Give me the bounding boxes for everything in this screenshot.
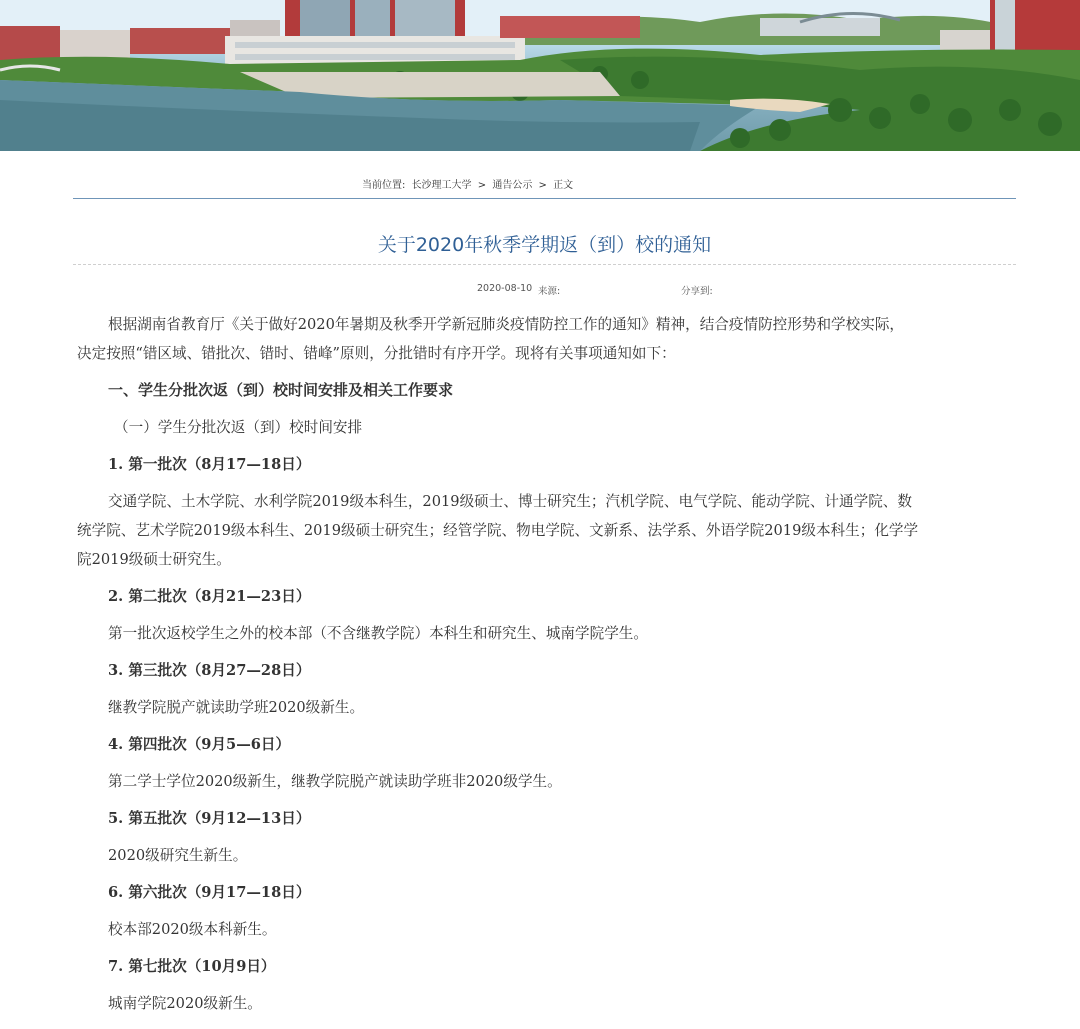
batch-heading: 3. 第三批次（8月27—28日）: [108, 662, 311, 679]
batch-heading: 4. 第四批次（9月5—6日）: [108, 736, 291, 753]
batch-heading: 6. 第六批次（9月17—18日）: [108, 884, 311, 901]
article-date: 2020-08-10: [477, 283, 533, 294]
share-label: 分享到:: [681, 286, 713, 297]
page-title: 关于2020年秋季学期返（到）校的通知: [377, 234, 712, 256]
batch-line: 继教学院脱产就读助学班2020级新生。: [108, 699, 365, 716]
campus-banner: [0, 0, 1080, 151]
breadcrumb-prefix: 当前位置:: [362, 180, 406, 191]
breadcrumb-separator: >: [538, 180, 547, 191]
section-heading: 一、学生分批次返（到）校时间安排及相关工作要求: [108, 381, 454, 399]
batch-line: 2020级研究生新生。: [108, 847, 248, 864]
batch-heading: 2. 第二批次（8月21—23日）: [108, 588, 311, 605]
breadcrumb-separator: >: [477, 180, 487, 191]
intro-line: 根据湖南省教育厅《关于做好2020年暑期及秋季开学新冠肺炎疫情防控工作的通知》精神，结合疫情防控形势和学校实际，: [108, 316, 905, 333]
intro-paragraph: [77, 310, 1008, 368]
intro-line: 决定按照“错区域、错批次、错时、错峰”原则，分批错时有序开学。现将有关事项通知如下：: [77, 345, 676, 362]
batch-line: 第二学士学位2020级新生，继教学院脱产就读助学班非2020级学生。: [108, 773, 562, 790]
batch-line: 城南学院2020级新生。: [108, 995, 262, 1012]
breadcrumb-item-notices[interactable]: 通告公示: [492, 180, 533, 191]
breadcrumb-item-current: 正文: [553, 180, 574, 191]
article-body: [77, 310, 1008, 1018]
breadcrumb: [362, 176, 576, 191]
batch-line: 校本部2020级本科新生。: [108, 921, 277, 938]
title-divider: [73, 264, 1016, 265]
subsection-heading: （一）学生分批次返（到）校时间安排: [114, 419, 363, 436]
campus-photo: [0, 0, 1080, 151]
breadcrumb-item-home[interactable]: 长沙理工大学: [411, 180, 472, 191]
batch-heading: 1. 第一批次（8月17—18日）: [108, 456, 311, 473]
batch-heading: 7. 第七批次（10月9日）: [108, 958, 276, 975]
batch-line: 院2019级硕士研究生。: [77, 551, 231, 568]
batch-heading: 5. 第五批次（9月12—13日）: [108, 810, 311, 827]
batch-line: 第一批次返校学生之外的校本部（不含继教学院）本科生和研究生、城南学院学生。: [108, 625, 648, 642]
batch-line: 统学院、艺术学院2019级本科生、2019级硕士研究生；经管学院、物电学院、文新系、法学系、外语学院2019级本科生；化学学: [77, 522, 919, 539]
header-divider: [73, 198, 1016, 199]
article-source-label: 来源:: [538, 286, 561, 297]
batch-line: 交通学院、土木学院、水利学院2019级本科生，2019级硕士、博士研究生；汽机学院、电气学院、能动学院、计通学院、数: [108, 493, 912, 510]
